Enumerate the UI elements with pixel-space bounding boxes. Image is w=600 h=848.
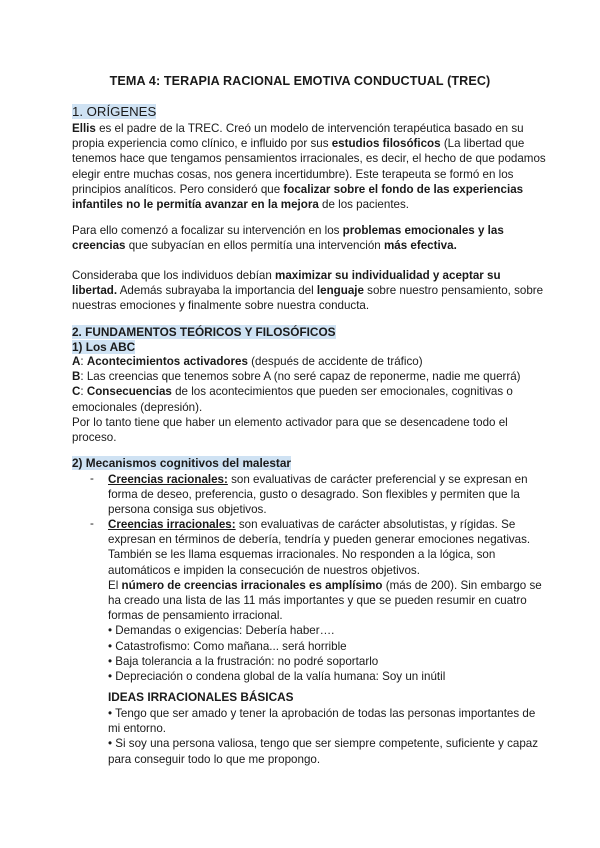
text-line bbox=[108, 706, 535, 721]
text-line bbox=[108, 563, 420, 578]
text-run: expresan en términos de debería, tendría y pueden generar emociones negativas. bbox=[108, 533, 531, 547]
text-line bbox=[72, 182, 523, 197]
text-line bbox=[108, 502, 267, 517]
text-run: de los acontecimientos que pueden ser emocionales, cognitivas o bbox=[171, 385, 513, 399]
text-line bbox=[108, 721, 166, 736]
text-line bbox=[108, 669, 445, 684]
text-line bbox=[72, 384, 513, 399]
text-run: Por lo tanto tiene que haber un elemento activador para que se desencadene todo el bbox=[72, 415, 508, 429]
text-run: : bbox=[80, 355, 87, 368]
text-line bbox=[108, 752, 320, 767]
text-run: elegir entre muchas cosas, nos genera incertidumbre). Este terapeuta se formó en los bbox=[72, 167, 514, 181]
text-run: formas de pensamiento irracional. bbox=[108, 609, 283, 623]
bold-text: focalizar sobre el fondo de las experiencias bbox=[283, 182, 524, 196]
text-run: ha creado una lista de las 11 más importantes y que se pueden resumir en cuatro bbox=[108, 594, 527, 607]
document-title: TEMA 4: TERAPIA RACIONAL EMOTIVA CONDUCTUAL (TREC) bbox=[109, 74, 491, 88]
text-run: forma de deseo, preferencia, gusto o desagrado. Son flexibles y permiten que la bbox=[108, 488, 520, 502]
text-run: principios analíticos. Pero consideró que bbox=[72, 182, 284, 196]
text-line bbox=[72, 223, 504, 238]
text-line bbox=[72, 283, 543, 298]
text-run: • Depreciación o condena global de la valía humana: Soy un inútil bbox=[108, 670, 446, 683]
bold-text: problemas emocionales y las bbox=[342, 224, 504, 237]
text-line bbox=[72, 197, 409, 212]
text-run: • Si soy una persona valiosa, tengo que ser siempre competente, suficiente y capaz bbox=[108, 737, 539, 751]
text-line bbox=[108, 547, 495, 562]
bold-text: lenguaje bbox=[316, 284, 364, 298]
text-run: nuestras emociones y finalmente sobre nuestra conducta. bbox=[72, 299, 370, 313]
text-run: propia experiencia como clínico, e influido por sus bbox=[72, 137, 332, 151]
text-line bbox=[72, 415, 508, 430]
text-run: • Catastrofismo: Como mañana... será horrible bbox=[108, 639, 347, 653]
section-heading-fundamentos: 2. FUNDAMENTOS TEÓRICOS Y FILOSÓFICOS bbox=[72, 325, 336, 339]
text-run: • Demandas o exigencias: Debería haber…. bbox=[108, 624, 335, 638]
dash-bullet: - bbox=[90, 517, 94, 530]
bold-text: Ellis bbox=[72, 122, 96, 135]
bold-text: Creencias irracionales: bbox=[108, 518, 236, 531]
text-line bbox=[108, 487, 520, 502]
text-run: automáticos e impiden la consecución de nuestros objetivos. bbox=[108, 563, 420, 577]
text-line bbox=[108, 736, 538, 751]
text-run: que subyacían en ellos permitía una intervención bbox=[125, 239, 384, 253]
bold-text: Acontecimientos activadores bbox=[86, 355, 248, 368]
bold-text: A bbox=[72, 355, 81, 368]
text-run: persona consiga sus objetivos. bbox=[108, 503, 267, 517]
text-run: : bbox=[80, 385, 87, 399]
text-run: Además subrayaba la importancia del bbox=[117, 284, 317, 298]
text-run: El bbox=[108, 578, 122, 592]
text-run: mi entorno. bbox=[108, 722, 166, 736]
section-heading-origenes: 1. ORÍGENES bbox=[72, 104, 157, 119]
bold-text: C bbox=[72, 385, 81, 399]
bold-text: creencias bbox=[72, 239, 126, 253]
subheading-mecanismos: 2) Mecanismos cognitivos del malestar bbox=[72, 456, 291, 470]
text-run: tenemos hace que tengamos pensamientos irracionales, es decir, el hecho de que podamos bbox=[72, 152, 546, 166]
subheading-abc: 1) Los ABC bbox=[72, 340, 136, 354]
text-run: • Tengo que ser amado y tener la aprobación de todas las personas importantes de bbox=[108, 707, 536, 720]
text-run: son evaluativas de carácter absolutistas, y rígidas. Se bbox=[235, 518, 516, 531]
text-line bbox=[108, 472, 528, 487]
text-line bbox=[72, 354, 423, 369]
text-line bbox=[72, 369, 521, 384]
text-line bbox=[72, 430, 116, 445]
text-run: (después de accidente de tráfico) bbox=[247, 355, 423, 368]
text-line bbox=[108, 578, 542, 593]
text-run: son evaluativas de carácter preferencial y se expresan en bbox=[227, 473, 528, 486]
text-line bbox=[108, 517, 515, 532]
text-run: Consideraba que los individuos debían bbox=[72, 269, 276, 282]
bold-text: Creencias racionales: bbox=[108, 473, 228, 486]
text-line bbox=[108, 593, 527, 608]
text-line bbox=[108, 608, 283, 623]
text-run: emocionales (depresión). bbox=[72, 400, 203, 414]
bold-text: B bbox=[72, 370, 81, 384]
ideas-irracionales-title: IDEAS IRRACIONALES BÁSICAS bbox=[108, 690, 294, 704]
text-line bbox=[72, 167, 513, 182]
text-line bbox=[108, 639, 347, 654]
text-run: También se les llama esquemas irracionales. No responden a la lógica, son bbox=[108, 548, 496, 562]
text-line bbox=[72, 400, 202, 415]
text-line bbox=[108, 654, 378, 669]
text-line bbox=[72, 268, 501, 283]
text-run: • Baja tolerancia a la frustración: no podré soportarlo bbox=[108, 654, 379, 668]
text-line bbox=[72, 121, 524, 136]
text-line bbox=[108, 623, 334, 638]
bold-text: Consecuencias bbox=[86, 385, 172, 399]
text-run: : Las creencias que tenemos sobre A (no seré capaz de reponerme, nadie me querrá) bbox=[80, 370, 521, 384]
text-line bbox=[72, 136, 524, 151]
bold-text: infantiles no le permitía avanzar en la mejora bbox=[72, 198, 319, 211]
text-run: es el padre de la TREC. Creó un modelo de intervención terapéutica basado en su bbox=[95, 122, 524, 135]
text-line bbox=[72, 298, 369, 313]
text-line bbox=[108, 532, 530, 547]
text-run: proceso. bbox=[72, 431, 117, 444]
dash-bullet: - bbox=[90, 472, 94, 485]
text-line bbox=[72, 238, 457, 253]
text-run: de los pacientes. bbox=[318, 198, 410, 211]
bold-text: estudios filosóficos bbox=[331, 137, 441, 151]
bold-text: más efectiva. bbox=[383, 239, 457, 253]
text-run: (La libertad que bbox=[440, 137, 525, 151]
text-run: sobre nuestro pensamiento, sobre bbox=[363, 284, 544, 298]
bold-text: libertad. bbox=[72, 284, 118, 298]
text-run: para conseguir todo lo que me propongo. bbox=[108, 752, 321, 766]
text-run: Para ello comenzó a focalizar su intervención en los bbox=[72, 224, 343, 237]
text-run: (más de 200). Sin embargo se bbox=[382, 578, 542, 592]
text-line bbox=[72, 151, 546, 166]
bold-text: número de creencias irracionales es amplísimo bbox=[121, 578, 383, 592]
bold-text: maximizar su individualidad y aceptar su bbox=[275, 269, 501, 282]
